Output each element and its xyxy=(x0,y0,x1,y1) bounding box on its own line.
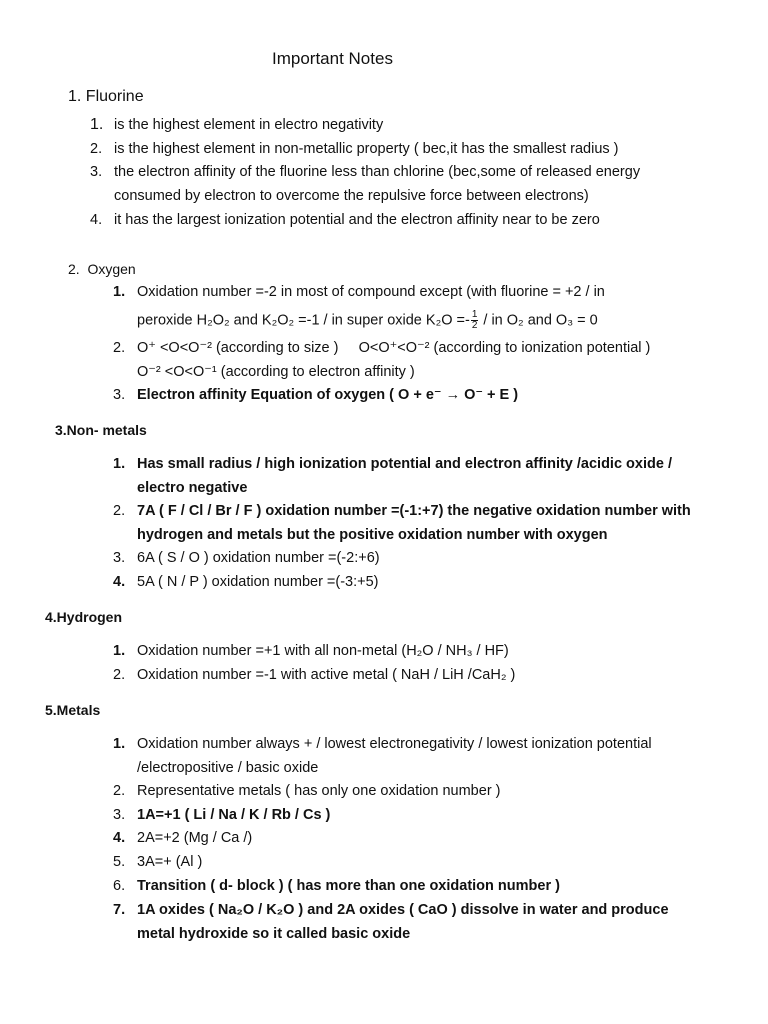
list-item: 2. Representative metals ( has only one oxidation number ) xyxy=(113,783,501,799)
list-item: 4. 2A=+2 (Mg / Ca /) xyxy=(113,830,253,846)
list-item-continuation: peroxide H₂O₂ and K₂O₂ =-1 / in super oxide K₂O =- $\frac{1}{2}$ / in O₂ and O₃ = 0 xyxy=(137,309,598,331)
list-item: 5. 3A=+ (Al ) xyxy=(113,854,203,870)
list-item: 1. is the highest element in electro negativity xyxy=(90,116,384,133)
list-item: 1. Oxidation number =-2 in most of compound except (with fluorine = +2 / in xyxy=(113,284,605,300)
list-item: 2. 7A ( F / Cl / Br / F ) oxidation number =(-1:+7) the negative oxidation number with xyxy=(113,503,691,519)
list-item: 1. Oxidation number =+1 with all non-metal (H₂O / NH₃ / HF) xyxy=(113,643,509,659)
list-item: 1. Oxidation number always + / lowest electronegativity / lowest ionization potential xyxy=(113,736,652,752)
list-item: 2. Oxidation number =-1 with active metal ( NaH / LiH /CaH₂ ) xyxy=(113,667,516,683)
list-item-continuation: electro negative xyxy=(137,480,248,496)
list-item-continuation: hydrogen and metals but the positive oxidation number with oxygen xyxy=(137,527,608,543)
section-heading-nonmetals: 3.Non- metals xyxy=(55,422,147,438)
list-item-continuation: O⁻² <O<O⁻¹ (according to electron affinity ) xyxy=(137,364,415,380)
list-item: 4. 5A ( N / P ) oxidation number =(-3:+5) xyxy=(113,574,379,590)
list-item: 6. Transition ( d- block ) ( has more than one oxidation number ) xyxy=(113,878,560,894)
list-item: 3. Electron affinity Equation of oxygen ( O + e⁻ → O⁻ + E ) xyxy=(113,387,519,403)
list-item: 3. the electron affinity of the fluorine less than chlorine (bec,some of released energy xyxy=(90,164,641,180)
list-item: 3. 6A ( S / O ) oxidation number =(-2:+6) xyxy=(113,550,380,566)
section-title: Fluorine xyxy=(85,88,144,105)
section-number: 1. xyxy=(68,88,82,105)
list-item: 2. is the highest element in non-metallic property ( bec,it has the smallest radius ) xyxy=(90,141,619,157)
list-item-continuation: consumed by electron to overcome the repulsive force between electrons) xyxy=(114,188,589,204)
section-heading-fluorine xyxy=(68,88,144,106)
list-item-continuation: metal hydroxide so it called basic oxide xyxy=(137,926,411,942)
list-item: 7. 1A oxides ( Na₂O / K₂O ) and 2A oxides ( CaO ) dissolve in water and produce xyxy=(113,902,669,918)
section-heading-hydrogen: 4.Hydrogen xyxy=(45,609,123,625)
list-item: 4. it has the largest ionization potential and the electron affinity near to be zero xyxy=(90,212,600,228)
section-heading-metals: 5.Metals xyxy=(45,702,101,718)
list-item: 2. O⁺ <O<O⁻² (according to size ) O<O⁺<O⁻² (according to ionization potential ) xyxy=(113,340,651,356)
page-title: Important Notes xyxy=(272,49,393,68)
fraction: $\frac{1}{2}$ xyxy=(471,309,478,331)
list-item: 1. Has small radius / high ionization potential and electron affinity /acidic oxide / xyxy=(113,456,672,472)
section-title: Oxygen xyxy=(87,261,136,277)
section-heading-oxygen xyxy=(68,261,136,277)
list-item: 3. 1A=+1 ( Li / Na / K / Rb / Cs ) xyxy=(113,807,331,823)
section-number: 2. xyxy=(68,261,80,277)
list-item-continuation: /electropositive / basic oxide xyxy=(137,760,319,776)
